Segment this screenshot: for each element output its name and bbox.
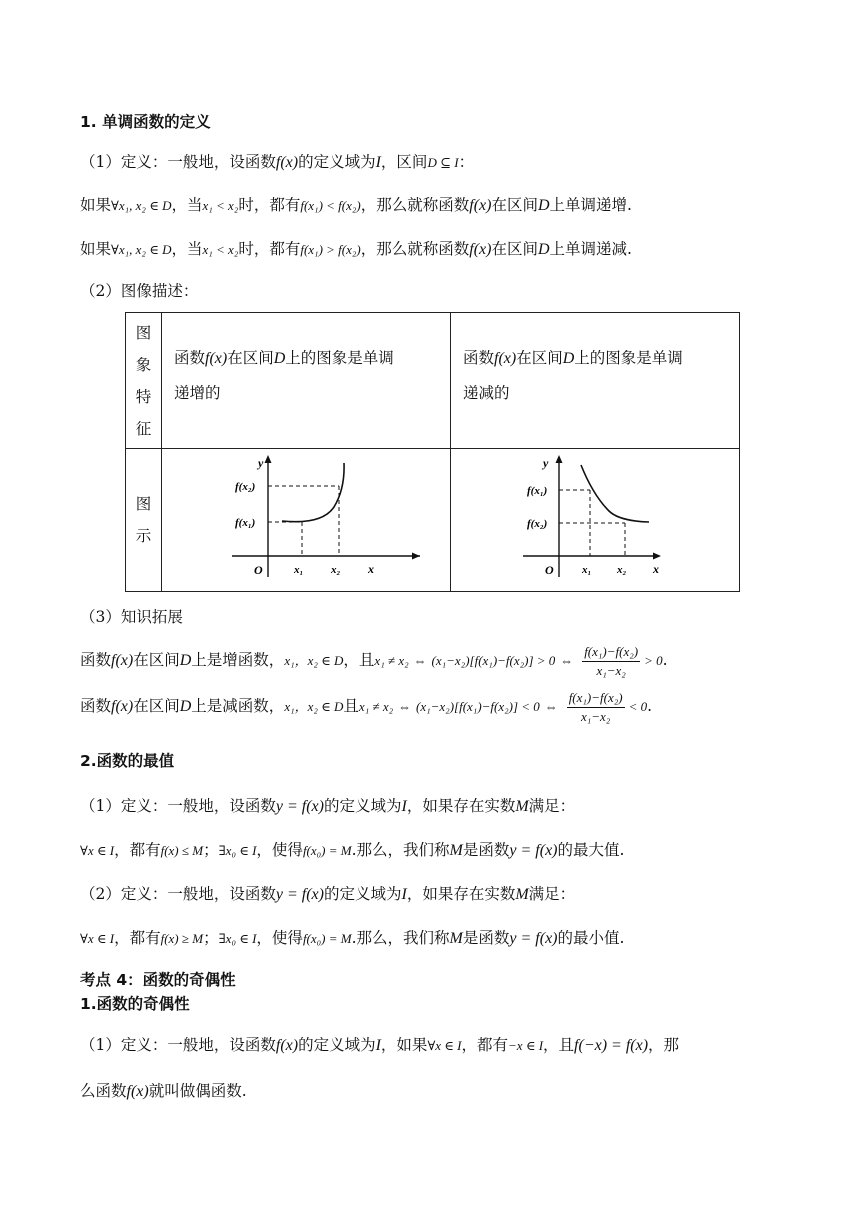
- text: .那么，我们称: [351, 841, 450, 859]
- text: （1）定义：一般地，设函数: [80, 153, 276, 171]
- section-title-monotonic: 1. 单调函数的定义: [80, 113, 211, 131]
- text: 的定义域为: [298, 153, 376, 171]
- text: 函数: [80, 697, 112, 715]
- min-condition-line: [80, 927, 624, 950]
- text: （1）定义：一般地，设函数: [80, 1036, 276, 1054]
- decreasing-graph-cell: [451, 449, 740, 592]
- formula-fx: f(x): [469, 197, 492, 214]
- text: 是函数: [462, 841, 510, 859]
- symbol-D: D: [537, 241, 550, 258]
- y-label: y: [258, 456, 264, 470]
- text: 在区间: [491, 196, 538, 214]
- text: 满足：: [528, 797, 576, 815]
- description-line: [174, 341, 438, 376]
- header-char: 图: [135, 495, 152, 513]
- formula-forall-x: ∀x ∈ I: [80, 843, 115, 858]
- formula-lt-zero: < 0: [628, 699, 648, 714]
- decreasing-graph: [451, 449, 739, 587]
- header-image-features: [126, 313, 162, 449]
- symbol-M: M: [515, 798, 529, 815]
- text: ，且: [343, 651, 375, 669]
- text: ；: [203, 929, 219, 947]
- formula-y-eq-fx: y = f(x): [509, 842, 558, 859]
- formula-x1-x2-in-d: x₁，x₂ ∈ D: [284, 653, 344, 668]
- formula-x1-x2-in-d: x₁，x₂ ∈ D: [284, 699, 344, 714]
- text: ，使得: [256, 841, 303, 859]
- header-char: 图: [135, 323, 152, 342]
- text: 的定义域为: [298, 1036, 376, 1054]
- text: 时，都有: [238, 240, 301, 258]
- text: 函数: [463, 349, 495, 367]
- description-line: 递增的: [174, 384, 221, 402]
- increasing-graph: [162, 449, 450, 587]
- text: ，都有: [114, 841, 161, 859]
- text: ，如果: [380, 1036, 428, 1054]
- fx2-label: f(x₂): [235, 481, 256, 493]
- text: ，且: [543, 1036, 575, 1054]
- header-char: 特: [135, 387, 152, 406]
- text: 如果: [80, 196, 112, 214]
- description-line: [463, 341, 727, 376]
- formula-x1-ne-x2: x₁ ≠ x₂: [358, 699, 394, 714]
- formula-fx: f(x): [126, 1083, 149, 1100]
- text: 如果: [80, 240, 112, 258]
- increasing-description-cell: [162, 313, 451, 449]
- formula-f-gt-f: f(x₁) > f(x₂): [300, 242, 361, 257]
- x-axis-arrow-icon: [412, 553, 420, 560]
- text: 的最小值.: [557, 929, 625, 947]
- fraction-numerator: f(x₁)−f(x₂): [582, 643, 640, 662]
- increasing-definition-line: [80, 194, 632, 217]
- table-row: [126, 313, 740, 449]
- period: .: [662, 651, 668, 669]
- symbol-M: M: [449, 930, 463, 947]
- text: 在区间: [133, 651, 180, 669]
- text: ，如果存在实数: [406, 797, 516, 815]
- even-definition-line: [80, 1034, 679, 1057]
- symbol-D: D: [179, 698, 192, 715]
- extension-increasing-line: [80, 640, 668, 681]
- text: 上的图象是单调: [574, 349, 683, 367]
- fraction: [582, 643, 640, 680]
- text: ；: [203, 841, 219, 859]
- formula-neg-x-in-i: −x ∈ I: [508, 1038, 544, 1053]
- monotonic-definition-line: [80, 151, 474, 174]
- formula-y-eq-fx: y = f(x): [275, 798, 324, 815]
- formula-product-gt: (x₁−x₂)[f(x₁)−f(x₂)] > 0: [431, 653, 556, 668]
- formula-fx: f(x): [494, 350, 517, 367]
- symbol-D: D: [537, 197, 550, 214]
- fx2-label: f(x₂): [527, 518, 548, 530]
- text: 就叫做偶函数.: [148, 1082, 247, 1100]
- x-label: x: [368, 562, 374, 576]
- header-char: 征: [135, 419, 152, 438]
- fx1-label: f(x₁): [235, 517, 256, 529]
- symbol-M: M: [515, 886, 529, 903]
- text: 在区间: [227, 349, 274, 367]
- y-label: y: [543, 456, 549, 470]
- text: ，那么就称函数: [360, 240, 470, 258]
- formula-gt-zero: > 0: [644, 653, 663, 668]
- formula-fx: f(x): [111, 652, 134, 669]
- text: ，使得: [256, 929, 303, 947]
- fraction: [567, 689, 625, 726]
- text: 函数: [174, 349, 206, 367]
- text: 的定义域为: [323, 797, 402, 815]
- text: 在区间: [491, 240, 538, 258]
- even-definition-continuation: [80, 1080, 247, 1103]
- monotonic-graph-table: [125, 312, 740, 592]
- text: （1）定义：一般地，设函数: [80, 797, 276, 815]
- text: ，当: [171, 240, 203, 258]
- formula-y-eq-fx: y = f(x): [275, 886, 324, 903]
- formula-x1-ne-x2: x₁ ≠ x₂: [374, 653, 409, 668]
- symbol-I: I: [401, 798, 407, 815]
- text: 上是减函数，: [191, 697, 285, 715]
- formula-x1-lt-x2: x₁ < x₂: [202, 242, 239, 257]
- decreasing-curve: [581, 465, 649, 522]
- text: ：: [458, 153, 475, 171]
- formula-fx: f(x): [275, 154, 299, 171]
- text: 是函数: [462, 929, 510, 947]
- formula-product-lt: (x₁−x₂)[f(x₁)−f(x₂)] < 0: [416, 699, 540, 714]
- formula-fx0-eq-m: f(x₀) = M: [302, 931, 352, 946]
- max-condition-line: [80, 839, 624, 862]
- description-line: 递减的: [463, 384, 510, 402]
- formula-fx0-eq-m: f(x₀) = M: [302, 843, 352, 858]
- formula-fx: f(x): [205, 350, 228, 367]
- text: 在区间: [516, 349, 563, 367]
- formula-fx: f(x): [275, 1037, 299, 1054]
- max-definition-line: [80, 795, 575, 818]
- formula-forall: ∀x₁, x₂ ∈ D: [111, 242, 172, 257]
- formula-exists: ∃x₀ ∈ I: [218, 931, 257, 946]
- formula-fx: f(x): [469, 241, 492, 258]
- formula-forall-x: ∀x ∈ I: [80, 931, 115, 946]
- formula-f-neg-x: f(−x) = f(x): [574, 1037, 649, 1054]
- x1-label: x₁: [294, 564, 304, 576]
- text: ，如果存在实数: [406, 885, 516, 903]
- x-axis-arrow-icon: [653, 553, 661, 560]
- section-title-parity: 考点 4：函数的奇偶性: [80, 971, 236, 989]
- symbol-I: I: [375, 1037, 381, 1054]
- table-row: [126, 449, 740, 592]
- period: .: [647, 697, 653, 715]
- origin-label: O: [545, 563, 554, 577]
- y-axis-arrow-icon: [265, 455, 272, 463]
- symbol-M: M: [449, 842, 463, 859]
- formula-forall-x: ∀x ∈ I: [427, 1038, 462, 1053]
- text: ，都有: [114, 929, 161, 947]
- image-description-heading: （2）图像描述：: [80, 282, 199, 300]
- formula-fx: f(x): [111, 698, 134, 715]
- x2-label: x₂: [617, 564, 627, 576]
- text: 且: [343, 697, 359, 715]
- subsection-title-parity: 1.函数的奇偶性: [80, 995, 190, 1013]
- symbol-D: D: [273, 350, 286, 367]
- text: 满足：: [528, 885, 576, 903]
- text: 在区间: [133, 697, 180, 715]
- text: 么函数: [80, 1082, 127, 1100]
- text: 函数: [80, 651, 112, 669]
- text: 的定义域为: [323, 885, 402, 903]
- min-definition-line: [80, 883, 575, 906]
- text: .那么，我们称: [351, 929, 450, 947]
- formula-y-eq-fx: y = f(x): [509, 930, 558, 947]
- iff-symbol: ⇔: [398, 699, 412, 714]
- decreasing-description-cell: [451, 313, 740, 449]
- iff-symbol: ⇔: [544, 699, 558, 714]
- formula-x1-lt-x2: x₁ < x₂: [202, 198, 239, 213]
- symbol-D: D: [562, 350, 575, 367]
- formula-forall: ∀x₁, x₂ ∈ D: [111, 198, 172, 213]
- symbol-D: D: [179, 652, 192, 669]
- y-axis-arrow-icon: [556, 455, 563, 463]
- text: ，当: [171, 196, 203, 214]
- text: 时，都有: [238, 196, 301, 214]
- formula-fx-ge-m: f(x) ≥ M: [160, 931, 204, 946]
- text: ，那: [648, 1036, 680, 1054]
- formula-exists: ∃x₀ ∈ I: [218, 843, 257, 858]
- formula-d-subset-i: D ⊆ I: [427, 155, 459, 170]
- fraction-denominator: x₁−x₂: [596, 662, 626, 678]
- text: 上是增函数，: [191, 651, 285, 669]
- formula-fx-le-m: f(x) ≤ M: [160, 843, 204, 858]
- symbol-I: I: [375, 154, 381, 171]
- extension-decreasing-line: [80, 686, 652, 727]
- text: 上的图象是单调: [285, 349, 394, 367]
- section-title-extrema: 2.函数的最值: [80, 752, 175, 770]
- fraction-numerator: f(x₁)−f(x₂): [567, 689, 625, 708]
- header-char: 象: [135, 355, 152, 374]
- origin-label: O: [254, 563, 263, 577]
- formula-f-lt-f: f(x₁) < f(x₂): [300, 198, 361, 213]
- increasing-curve: [282, 463, 344, 522]
- text: 上单调递减.: [549, 240, 632, 258]
- x2-label: x₂: [331, 564, 341, 576]
- header-diagram: [126, 449, 162, 592]
- x-label: x: [653, 562, 659, 576]
- text: （2）定义：一般地，设函数: [80, 885, 276, 903]
- text: 的最大值.: [557, 841, 625, 859]
- text: ，区间: [380, 153, 428, 171]
- x1-label: x₁: [582, 564, 592, 576]
- fraction-denominator: x₁−x₂: [580, 708, 611, 724]
- decreasing-definition-line: [80, 238, 632, 261]
- text: ，都有: [461, 1036, 509, 1054]
- extension-heading: （3）知识拓展: [80, 608, 183, 626]
- iff-symbol: ⇔: [413, 653, 427, 668]
- text: ，那么就称函数: [360, 196, 470, 214]
- iff-symbol: ⇔: [560, 653, 574, 668]
- header-char: 示: [135, 527, 152, 545]
- fx1-label: f(x₁): [527, 485, 548, 497]
- text: 上单调递增.: [549, 196, 632, 214]
- increasing-graph-cell: [162, 449, 451, 592]
- symbol-I: I: [401, 886, 407, 903]
